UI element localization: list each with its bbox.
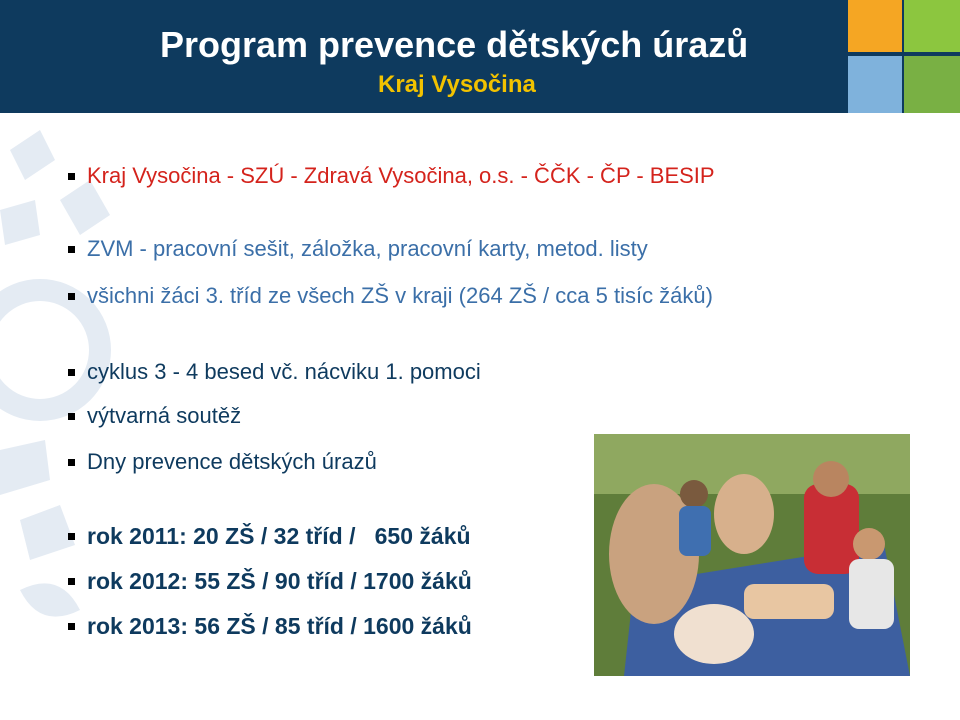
bullet-text: Dny prevence dětských úrazů [87,449,377,474]
tile-orange-top [848,0,902,52]
bullet-text: cyklus 3 - 4 besed vč. nácviku 1. pomoci [87,359,481,384]
bullet-year-2011 [68,523,471,550]
bullet-year-2012 [68,568,472,595]
slide-title: Program prevence dětských úrazů [160,24,749,65]
bullet-cycle [68,359,481,385]
bullet-text: rok 2011: 20 ZŠ / 32 tříd / 650 žáků [87,523,471,549]
bullet-materials [68,236,648,262]
tile-blue-mid [848,56,902,113]
bullet-square-icon [68,623,75,630]
bullet-text: rok 2013: 56 ZŠ / 85 tříd / 1600 žáků [87,613,472,639]
children-first-aid-photo [594,434,910,676]
bullet-square-icon [68,413,75,420]
bullet-square-icon [68,173,75,180]
bullet-square-icon [68,246,75,253]
bullet-text: všichni žáci 3. tříd ze všech ZŠ v kraji (264 ZŠ / cca 5 tisíc žáků) [87,283,713,308]
bullet-text: Kraj Vysočina - SZÚ - Zdravá Vysočina, o.s. - ČČK - ČP - BESIP [87,163,715,188]
tile-green-top [904,0,960,52]
bullet-text: rok 2012: 55 ZŠ / 90 tříd / 1700 žáků [87,568,472,594]
slide-header [0,0,960,113]
bullet-square-icon [68,369,75,376]
bullet-text: ZVM - pracovní sešit, záložka, pracovní karty, metod. listy [87,236,648,261]
slide-subtitle: Kraj Vysočina [378,71,536,98]
bullet-square-icon [68,293,75,300]
bullet-square-icon [68,459,75,466]
bullet-year-2013 [68,613,472,640]
bullet-target-group [68,283,713,309]
bullet-prevention-days [68,449,377,475]
bullet-partners [68,163,715,189]
bullet-square-icon [68,533,75,540]
bullet-text: výtvarná soutěž [87,403,242,428]
tile-green-mid [904,56,960,113]
bullet-art-contest [68,403,241,429]
bullet-square-icon [68,578,75,585]
